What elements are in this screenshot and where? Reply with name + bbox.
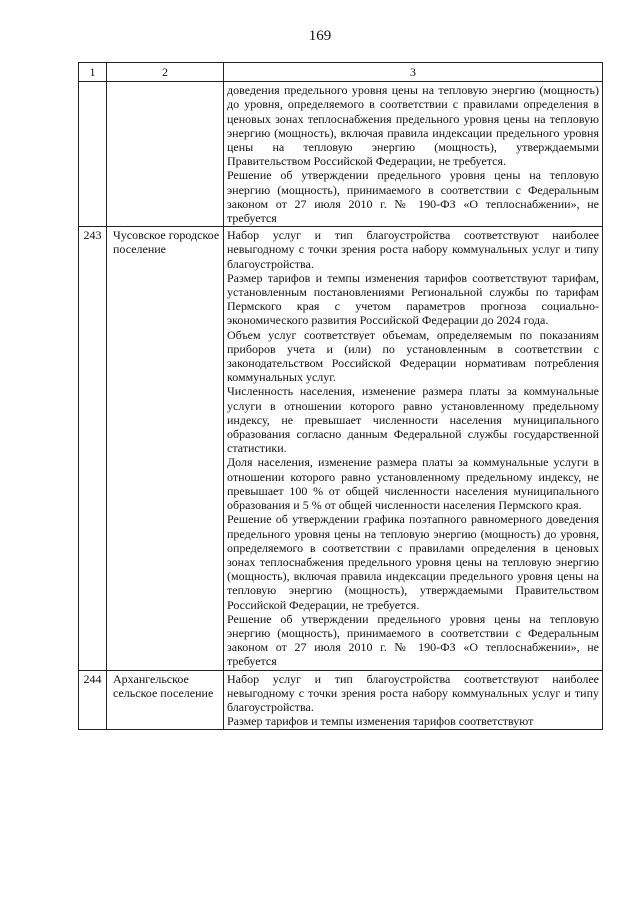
paragraph: Размер тарифов и темпы изменения тарифов соответствуют <box>227 714 534 729</box>
paragraph: Объем услуг соответствует объемам, определяемым по показаниям приборов учета и (или) по установленным в соответствии с законодательством Российской Федерации нормативам потребления коммунальных услуг. <box>227 327 599 385</box>
paragraph: Размер тарифов и темпы изменения тарифов соответствуют тарифам, установленным постановлениями Региональной службы по тарифам Пермского края с учетом параметров прогноза социально-экономического развития Российской Федерации до 2024 года. <box>227 270 599 328</box>
settlement-name <box>107 82 224 227</box>
paragraph: доведения предельного уровня цены на тепловую энергию (мощность) до уровня, определяемого в соответствии с правилами определения в ценовых зонах теплоснабжения предельного уровня цены на тепловую энергию (мощность), включая правила индексации предельного уровня цены на тепловую энергию (мощность), утверждаемыми Правительством Российской Федерации, не требуется. <box>227 83 599 169</box>
settlement-name: Архангельское сельское поселение <box>107 670 224 730</box>
paragraph: Доля населения, изменение размера платы за коммунальные услуги в отношении которого равно установленному предельному индексу, не превышает 100 % от общей численности населения муниципального образования и 5 % от общей численности населения Пермского края. <box>227 455 599 513</box>
table-row <box>79 82 603 227</box>
table-row <box>79 670 603 730</box>
tariff-table <box>78 62 603 730</box>
conditions-cell <box>224 670 603 730</box>
header-col-2: 2 <box>107 63 224 82</box>
settlement-name: Чусовское городское поселение <box>107 227 224 670</box>
conditions-cell <box>224 227 603 670</box>
paragraph: Численность населения, изменение размера платы за коммунальные услуги в отношении которого равно установленному предельному индексу, не превышает численности населения муниципального образования согласно данным Федеральной службы государственной статистики. <box>227 384 599 456</box>
paragraph: Решение об утверждении предельного уровня цены на тепловую энергию (мощность), принимаемого в соответствии с Федеральным законом от 27 июля 2010 г. № 190-ФЗ «О теплоснабжении», не требуется <box>227 168 599 226</box>
row-number: 244 <box>79 670 107 730</box>
paragraph: Решение об утверждении предельного уровня цены на тепловую энергию (мощность), принимаемого в соответствии с Федеральным законом от 27 июля 2010 г. № 190-ФЗ «О теплоснабжении», не требуется <box>227 611 599 669</box>
paragraph: Решение об утверждении графика поэтапного равномерного доведения предельного уровня цены на тепловую энергию (мощность) до уровня, определяемого в соответствии с правилами определения в ценовых зонах теплоснабжения предельного уровня цены на тепловую энергию (мощность), включая правила индексации предельного уровня цены на тепловую энергию (мощность), утверждаемыми Правительством Российской Федерации, не требуется. <box>227 512 599 612</box>
conditions-cell <box>224 82 603 227</box>
page-number: 169 <box>308 28 332 44</box>
paragraph: Набор услуг и тип благоустройства соответствуют наиболее невыгодному с точки зрения роста набору коммунальных услуг и типу благоустройства. <box>227 671 599 714</box>
row-number: 243 <box>79 227 107 670</box>
table-row <box>79 227 603 670</box>
header-col-3: 3 <box>224 63 603 82</box>
paragraph: Набор услуг и тип благоустройства соответствуют наиболее невыгодному с точки зрения роста набору коммунальных услуг и типу благоустройства. <box>227 228 599 271</box>
row-number <box>79 82 107 227</box>
header-col-1: 1 <box>79 63 107 82</box>
header-row <box>79 63 603 82</box>
